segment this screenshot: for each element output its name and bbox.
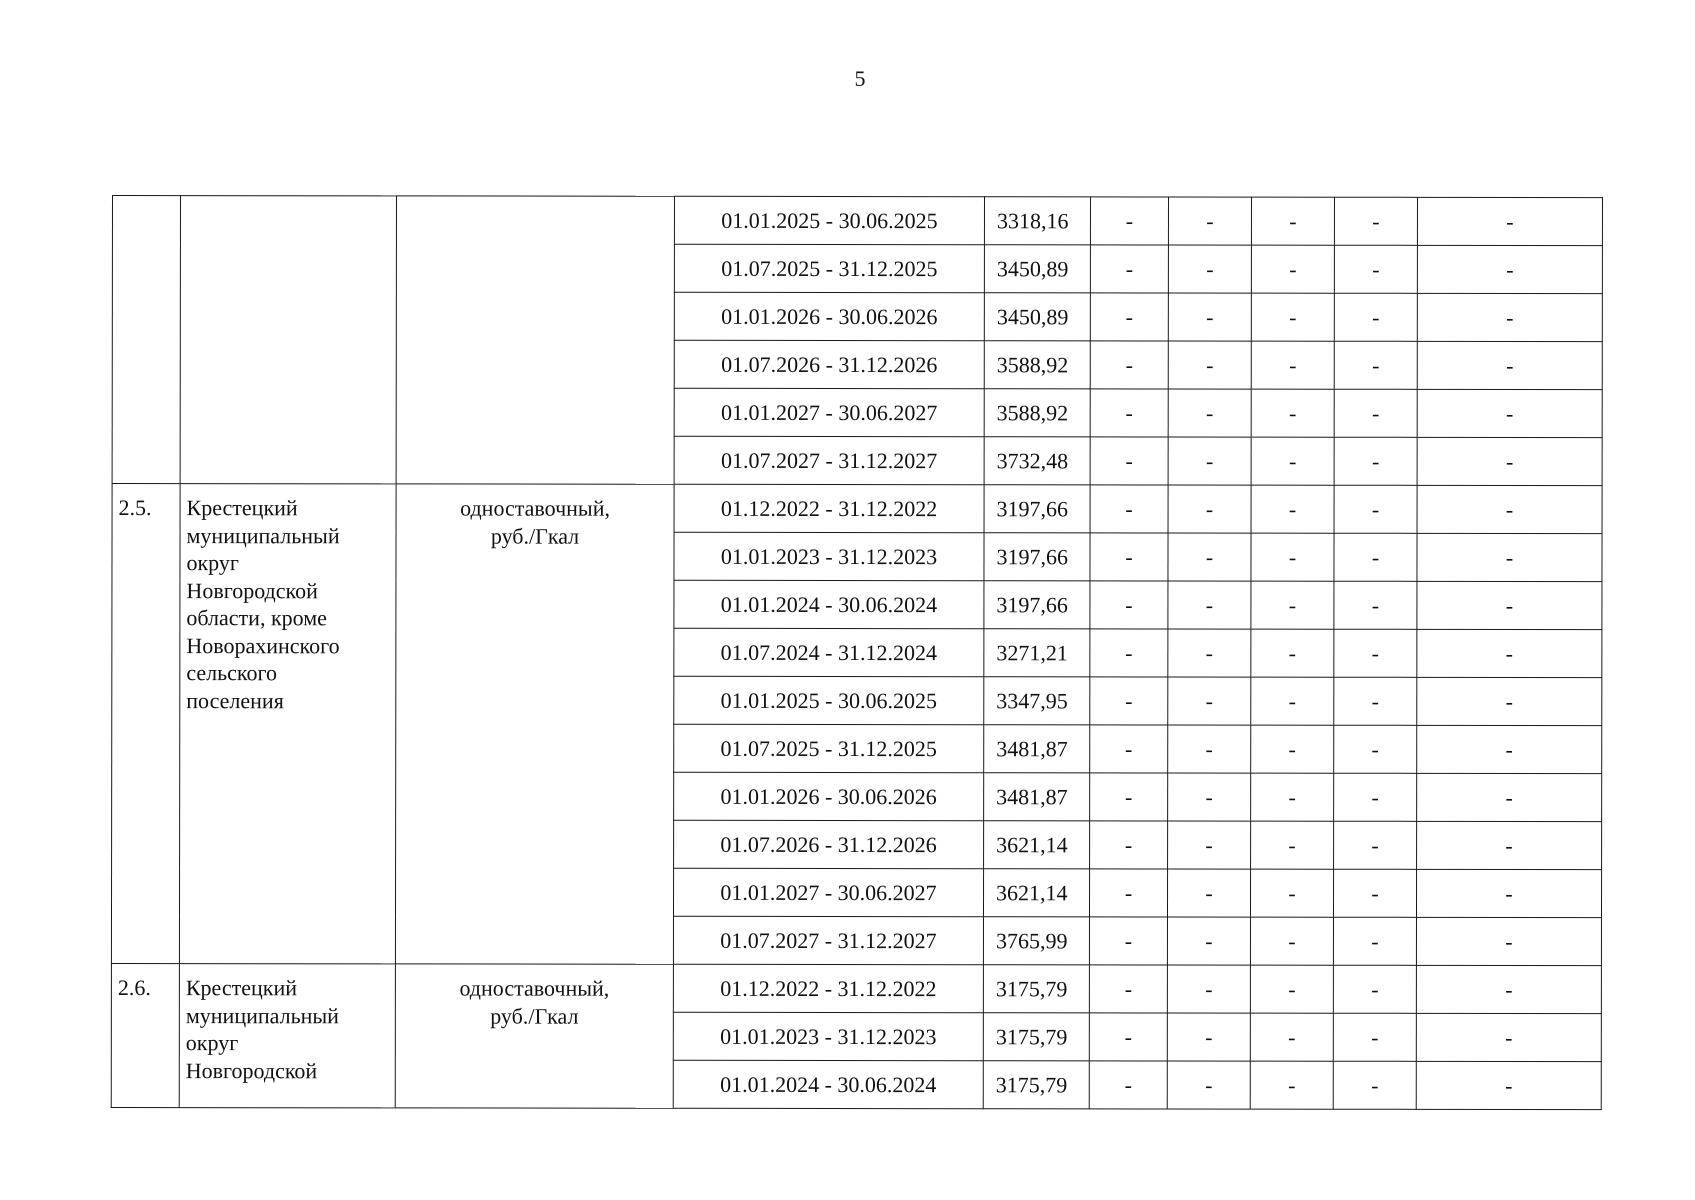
empty-value-cell: - xyxy=(1089,1061,1167,1109)
period-cell: 01.01.2027 - 30.06.2027 xyxy=(673,868,983,916)
table-body xyxy=(111,196,1602,1110)
region-text: Крестецкий муниципальный округ Новгородской области, кроме Новорахинского сельского поселения xyxy=(186,495,340,713)
empty-value-cell: - xyxy=(1417,245,1602,293)
empty-value-cell: - xyxy=(1251,485,1334,533)
period-cell: 01.01.2024 - 30.06.2024 xyxy=(673,1060,983,1108)
period-cell: 01.07.2025 - 31.12.2025 xyxy=(674,724,984,772)
empty-value-cell: - xyxy=(1334,197,1417,245)
period-cell: 01.01.2027 - 30.06.2027 xyxy=(674,388,984,436)
empty-value-cell: - xyxy=(1250,1013,1333,1061)
empty-value-cell: - xyxy=(1416,869,1601,917)
empty-value-cell: - xyxy=(1250,965,1333,1013)
tariff-value-cell: 3347,95 xyxy=(984,677,1090,725)
empty-value-cell: - xyxy=(1168,725,1251,773)
empty-value-cell: - xyxy=(1251,725,1334,773)
empty-value-cell: - xyxy=(1090,197,1168,245)
tariff-value-cell: 3481,87 xyxy=(984,773,1090,821)
empty-value-cell: - xyxy=(1090,629,1168,677)
period-cell: 01.01.2025 - 30.06.2025 xyxy=(674,676,984,724)
empty-value-cell: - xyxy=(1416,1061,1601,1109)
empty-value-cell: - xyxy=(1417,389,1602,437)
empty-value-cell: - xyxy=(1168,581,1251,629)
table-row xyxy=(112,484,1602,534)
empty-value-cell: - xyxy=(1334,821,1417,869)
empty-value-cell: - xyxy=(1090,341,1168,389)
tariff-value-cell: 3732,48 xyxy=(984,437,1090,485)
period-cell: 01.01.2026 - 30.06.2026 xyxy=(674,292,984,340)
tariff-value-cell: 3450,89 xyxy=(984,293,1090,341)
period-cell: 01.01.2023 - 31.12.2023 xyxy=(674,532,984,580)
page-number: 5 xyxy=(854,66,866,91)
item-number-cell: 2.5. xyxy=(111,484,180,964)
empty-value-cell: - xyxy=(1090,533,1168,581)
empty-value-cell: - xyxy=(1417,293,1602,341)
empty-value-cell: - xyxy=(1251,245,1334,293)
tariff-value-cell: 3621,14 xyxy=(983,869,1089,917)
empty-value-cell: - xyxy=(1167,965,1250,1013)
tariff-value-cell: 3197,66 xyxy=(984,581,1090,629)
empty-value-cell: - xyxy=(1168,485,1251,533)
period-cell: 01.07.2026 - 31.12.2026 xyxy=(674,340,984,388)
tariff-type-text: одноставочный, руб./Гкал xyxy=(460,495,611,549)
empty-value-cell: - xyxy=(1334,245,1417,293)
empty-value-cell: - xyxy=(1251,341,1334,389)
empty-value-cell: - xyxy=(1333,965,1416,1013)
empty-value-cell: - xyxy=(1251,821,1334,869)
period-cell: 01.07.2025 - 31.12.2025 xyxy=(674,244,984,292)
empty-value-cell: - xyxy=(1168,677,1251,725)
period-cell: 01.01.2025 - 30.06.2025 xyxy=(674,196,984,244)
empty-value-cell: - xyxy=(1333,917,1416,965)
empty-value-cell: - xyxy=(1168,293,1251,341)
tariff-value-cell: 3197,66 xyxy=(984,533,1090,581)
empty-value-cell: - xyxy=(1250,917,1333,965)
tariff-type-text: одноставочный, руб./Гкал xyxy=(459,975,610,1029)
empty-value-cell: - xyxy=(1167,869,1250,917)
tariff-value-cell: 3588,92 xyxy=(984,341,1090,389)
item-number-cell xyxy=(112,196,180,484)
period-cell: 01.12.2022 - 31.12.2022 xyxy=(674,484,984,532)
empty-value-cell: - xyxy=(1168,341,1251,389)
tariff-value-cell: 3175,79 xyxy=(983,1013,1089,1061)
empty-value-cell: - xyxy=(1417,341,1602,389)
tariff-value-cell: 3175,79 xyxy=(983,965,1089,1013)
empty-value-cell: - xyxy=(1168,389,1251,437)
period-cell: 01.01.2026 - 30.06.2026 xyxy=(674,772,984,820)
tariff-value-cell: 3450,89 xyxy=(984,245,1090,293)
empty-value-cell: - xyxy=(1417,725,1602,773)
empty-value-cell: - xyxy=(1417,197,1602,245)
empty-value-cell: - xyxy=(1417,821,1602,869)
empty-value-cell: - xyxy=(1251,581,1334,629)
empty-value-cell: - xyxy=(1333,1013,1416,1061)
empty-value-cell: - xyxy=(1417,677,1602,725)
empty-value-cell: - xyxy=(1167,1061,1250,1109)
period-cell: 01.12.2022 - 31.12.2022 xyxy=(673,964,983,1012)
empty-value-cell: - xyxy=(1090,725,1168,773)
empty-value-cell: - xyxy=(1334,533,1417,581)
empty-value-cell: - xyxy=(1090,245,1168,293)
period-cell: 01.07.2026 - 31.12.2026 xyxy=(674,820,984,868)
empty-value-cell: - xyxy=(1333,869,1416,917)
empty-value-cell: - xyxy=(1334,389,1417,437)
tariff-table xyxy=(111,195,1603,1110)
empty-value-cell: - xyxy=(1250,1061,1333,1109)
empty-value-cell: - xyxy=(1090,389,1168,437)
empty-value-cell: - xyxy=(1251,533,1334,581)
empty-value-cell: - xyxy=(1168,245,1251,293)
empty-value-cell: - xyxy=(1168,821,1251,869)
period-cell: 01.07.2027 - 31.12.2027 xyxy=(673,916,983,964)
empty-value-cell: - xyxy=(1334,485,1417,533)
empty-value-cell: - xyxy=(1416,1013,1601,1061)
empty-value-cell: - xyxy=(1168,437,1251,485)
empty-value-cell: - xyxy=(1251,293,1334,341)
empty-value-cell: - xyxy=(1333,1061,1416,1109)
empty-value-cell: - xyxy=(1417,773,1602,821)
item-number-cell: 2.6. xyxy=(111,963,179,1107)
tariff-value-cell: 3588,92 xyxy=(984,389,1090,437)
region-cell xyxy=(180,196,396,484)
empty-value-cell: - xyxy=(1417,533,1602,581)
empty-value-cell: - xyxy=(1334,293,1417,341)
empty-value-cell: - xyxy=(1251,197,1334,245)
empty-value-cell: - xyxy=(1334,773,1417,821)
period-cell: 01.07.2027 - 31.12.2027 xyxy=(674,436,984,484)
empty-value-cell: - xyxy=(1250,869,1333,917)
empty-value-cell: - xyxy=(1334,581,1417,629)
empty-value-cell: - xyxy=(1167,1013,1250,1061)
empty-value-cell: - xyxy=(1168,533,1251,581)
tariff-value-cell: 3765,99 xyxy=(983,917,1089,965)
empty-value-cell: - xyxy=(1416,917,1601,965)
empty-value-cell: - xyxy=(1089,869,1167,917)
table-row xyxy=(112,196,1602,246)
tariff-value-cell: 3621,14 xyxy=(984,821,1090,869)
table-row xyxy=(111,963,1601,1013)
empty-value-cell: - xyxy=(1090,677,1168,725)
region-cell xyxy=(179,484,396,964)
tariff-type-cell xyxy=(395,484,674,964)
empty-value-cell: - xyxy=(1251,629,1334,677)
empty-value-cell: - xyxy=(1334,677,1417,725)
empty-value-cell: - xyxy=(1168,773,1251,821)
tariff-value-cell: 3271,21 xyxy=(984,629,1090,677)
empty-value-cell: - xyxy=(1334,725,1417,773)
tariff-type-cell xyxy=(396,196,674,484)
empty-value-cell: - xyxy=(1417,437,1602,485)
empty-value-cell: - xyxy=(1090,821,1168,869)
empty-value-cell: - xyxy=(1417,581,1602,629)
empty-value-cell: - xyxy=(1416,965,1601,1013)
region-cell xyxy=(179,964,395,1108)
empty-value-cell: - xyxy=(1334,629,1417,677)
tariff-value-cell: 3197,66 xyxy=(984,485,1090,533)
empty-value-cell: - xyxy=(1417,629,1602,677)
empty-value-cell: - xyxy=(1090,773,1168,821)
empty-value-cell: - xyxy=(1251,677,1334,725)
empty-value-cell: - xyxy=(1089,965,1167,1013)
period-cell: 01.01.2023 - 31.12.2023 xyxy=(673,1012,983,1060)
empty-value-cell: - xyxy=(1334,437,1417,485)
empty-value-cell: - xyxy=(1089,1013,1167,1061)
empty-value-cell: - xyxy=(1090,485,1168,533)
period-cell: 01.01.2024 - 30.06.2024 xyxy=(674,580,984,628)
tariff-value-cell: 3318,16 xyxy=(984,197,1090,245)
empty-value-cell: - xyxy=(1090,581,1168,629)
empty-value-cell: - xyxy=(1417,485,1602,533)
empty-value-cell: - xyxy=(1251,773,1334,821)
empty-value-cell: - xyxy=(1251,389,1334,437)
region-text: Крестецкий муниципальный округ Новгородской xyxy=(185,975,339,1083)
empty-value-cell: - xyxy=(1251,437,1334,485)
empty-value-cell: - xyxy=(1089,917,1167,965)
empty-value-cell: - xyxy=(1168,197,1251,245)
period-cell: 01.07.2024 - 31.12.2024 xyxy=(674,628,984,676)
empty-value-cell: - xyxy=(1167,917,1250,965)
empty-value-cell: - xyxy=(1090,293,1168,341)
tariff-value-cell: 3175,79 xyxy=(983,1061,1089,1109)
empty-value-cell: - xyxy=(1168,629,1251,677)
empty-value-cell: - xyxy=(1334,341,1417,389)
tariff-type-cell xyxy=(395,964,673,1108)
empty-value-cell: - xyxy=(1090,437,1168,485)
tariff-value-cell: 3481,87 xyxy=(984,725,1090,773)
